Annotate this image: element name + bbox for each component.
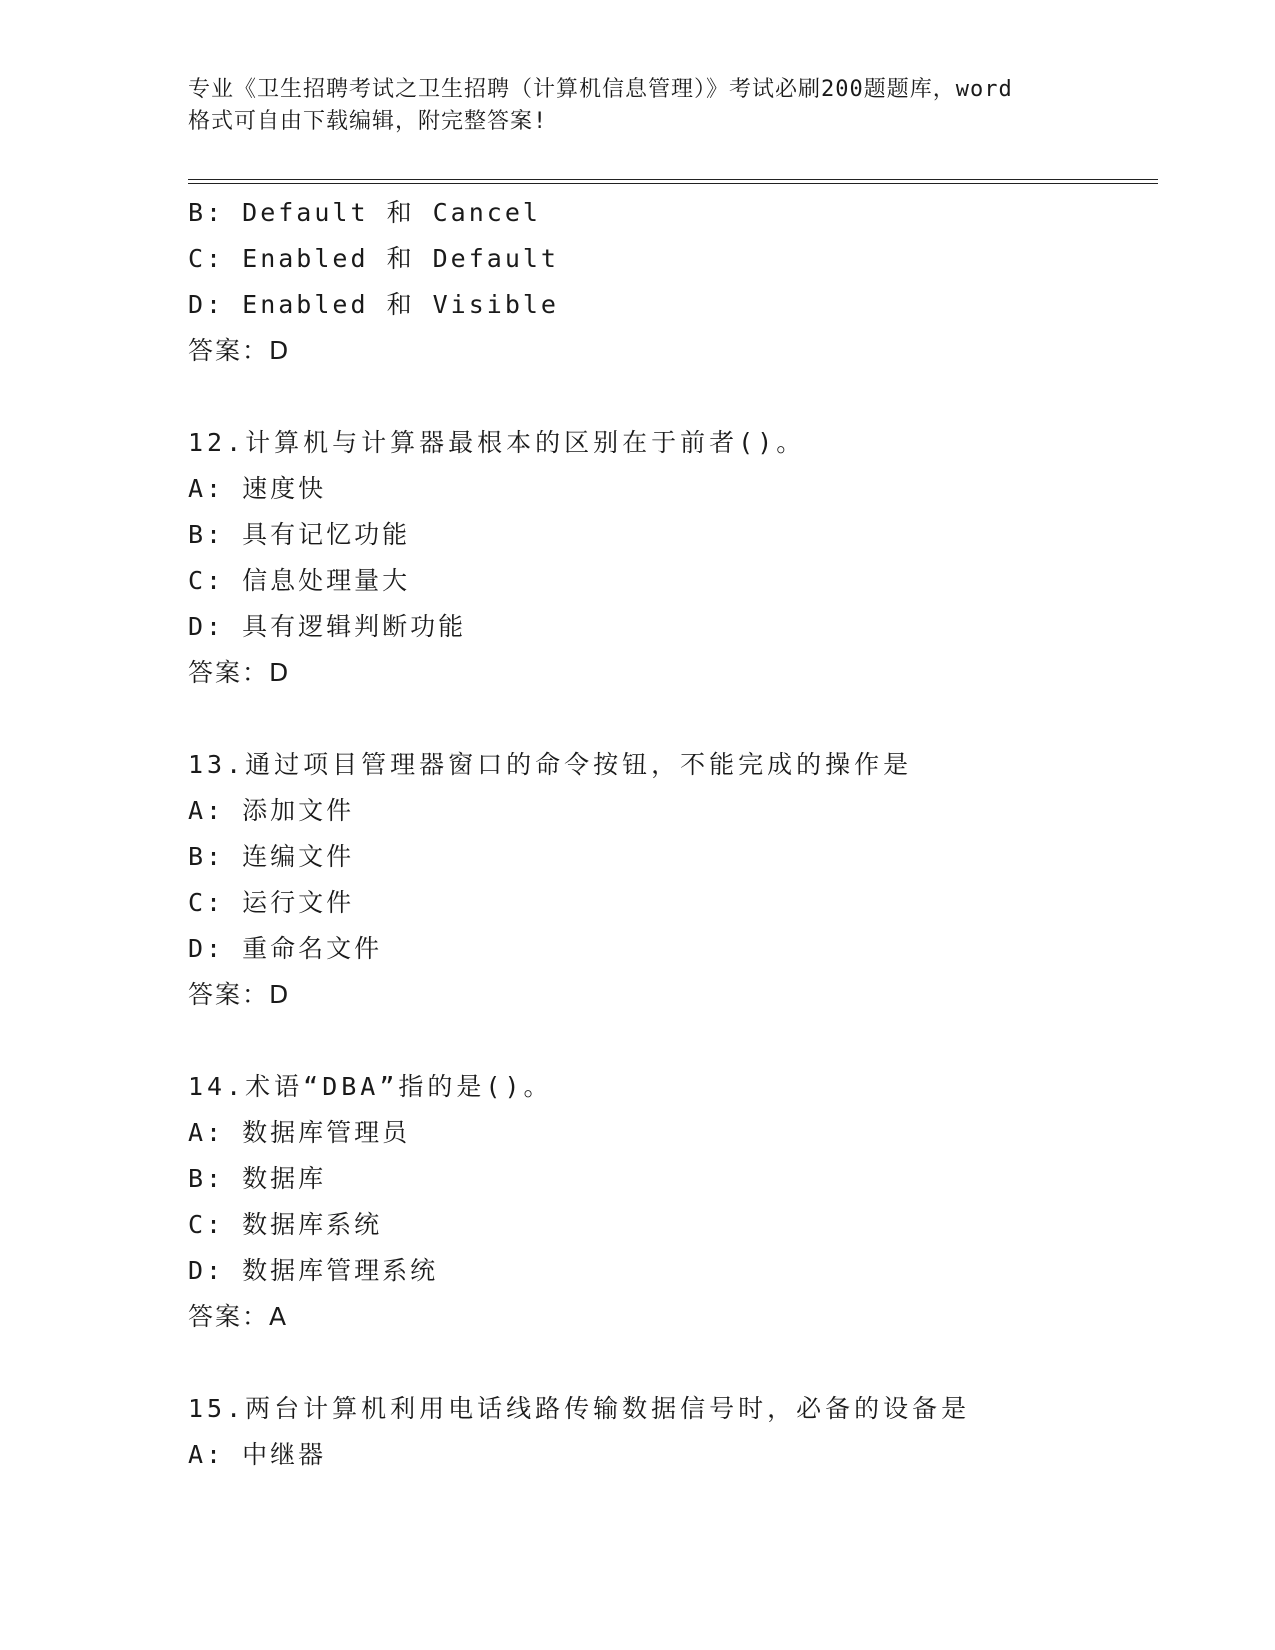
document-header — [188, 74, 1108, 138]
header-divider-bottom — [188, 183, 1158, 184]
option-b: B: 具有记忆功能 — [188, 520, 411, 549]
option-a: A: 数据库管理员 — [188, 1118, 411, 1147]
header-title-line-2: 格式可自由下载编辑，附完整答案! — [188, 109, 548, 134]
question-block — [188, 742, 1148, 1018]
answer-line: 答案：D — [188, 980, 291, 1009]
option-d: D: 数据库管理系统 — [188, 1256, 439, 1285]
option-b: B: 连编文件 — [188, 842, 355, 871]
option-a: A: 中继器 — [188, 1440, 327, 1469]
block-spacer — [188, 374, 1148, 420]
option-b: B: Default 和 Cancel — [188, 198, 541, 227]
option-a: A: 添加文件 — [188, 796, 355, 825]
block-spacer — [188, 1018, 1148, 1064]
option-b: B: 数据库 — [188, 1164, 327, 1193]
question-block — [188, 190, 1148, 374]
question-text: 15.两台计算机利用电话线路传输数据信号时，必备的设备是 — [188, 1394, 971, 1423]
header-title-line-1: 专业《卫生招聘考试之卫生招聘（计算机信息管理）》考试必刷200题题库，word — [188, 77, 1013, 102]
answer-line: 答案：A — [188, 1302, 289, 1331]
option-c: C: 数据库系统 — [188, 1210, 383, 1239]
option-c: C: 信息处理量大 — [188, 566, 411, 595]
question-text: 14.术语“DBA”指的是()。 — [188, 1072, 553, 1101]
header-divider-top — [188, 179, 1158, 180]
question-list — [188, 190, 1148, 1478]
question-text: 12.计算机与计算器最根本的区别在于前者()。 — [188, 428, 806, 457]
option-d: D: 具有逻辑判断功能 — [188, 612, 467, 641]
option-a: A: 速度快 — [188, 474, 327, 503]
option-c: C: 运行文件 — [188, 888, 355, 917]
block-spacer — [188, 696, 1148, 742]
block-spacer — [188, 1340, 1148, 1386]
question-text: 13.通过项目管理器窗口的命令按钮，不能完成的操作是 — [188, 750, 913, 779]
question-block — [188, 1386, 1148, 1478]
question-block — [188, 420, 1148, 696]
option-c: C: Enabled 和 Default — [188, 244, 559, 273]
answer-line: 答案：D — [188, 336, 291, 365]
question-block — [188, 1064, 1148, 1340]
option-d: D: 重命名文件 — [188, 934, 383, 963]
answer-line: 答案：D — [188, 658, 291, 687]
option-d: D: Enabled 和 Visible — [188, 290, 559, 319]
